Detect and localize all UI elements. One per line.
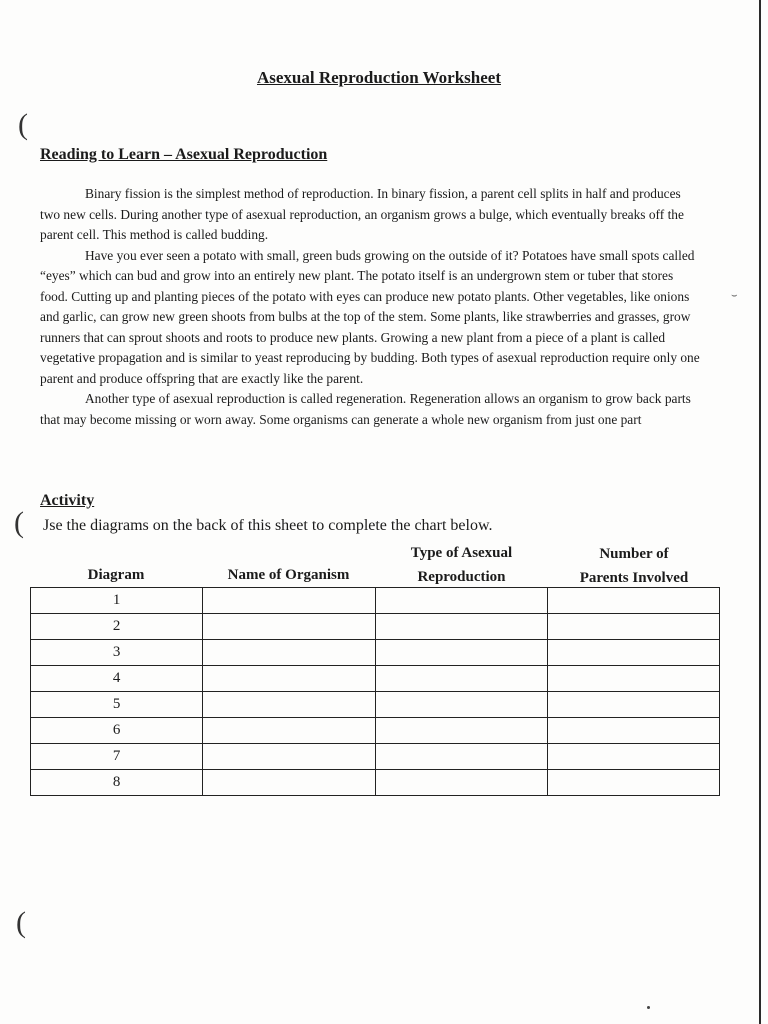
type-answer-cell[interactable]: [375, 614, 547, 640]
parents-answer-cell[interactable]: [547, 718, 719, 744]
parents-answer-cell[interactable]: [547, 588, 719, 614]
table-row: [31, 718, 720, 744]
type-answer-cell[interactable]: [375, 744, 547, 770]
reproduction-chart: [30, 587, 720, 796]
margin-bracket-mark: (: [16, 906, 26, 939]
parents-answer-cell[interactable]: [547, 640, 719, 666]
margin-bracket-mark: (: [14, 506, 24, 539]
type-answer-cell[interactable]: [375, 588, 547, 614]
activity-instruction: Jse the diagrams on the back of this sheet to complete the chart below.: [43, 517, 493, 534]
stray-mark: ⌣: [731, 290, 738, 301]
parents-answer-cell[interactable]: [547, 770, 719, 796]
type-answer-cell[interactable]: [375, 666, 547, 692]
reading-passage: [40, 184, 700, 430]
header-parents-involved: Number of Parents Involved: [579, 546, 689, 586]
paragraph-binary-fission: Binary fission is the simplest method of reproduction. In binary fission, a parent cell splits in half and produces two new cells. During another type of asexual reproduction, an organism grows a bulge, which eventually breaks off the parent cell. This method is called budding.: [40, 186, 684, 242]
organism-answer-cell[interactable]: [203, 666, 375, 692]
type-answer-cell[interactable]: [375, 692, 547, 718]
organism-answer-cell[interactable]: [203, 588, 375, 614]
diagram-number-cell: 7: [31, 744, 203, 770]
stray-dot: [647, 1006, 650, 1009]
type-answer-cell[interactable]: [375, 770, 547, 796]
diagram-number-cell: 4: [31, 666, 203, 692]
header-reproduction-type: Type of Asexual Reproduction: [410, 545, 513, 585]
organism-answer-cell[interactable]: [203, 744, 375, 770]
margin-bracket-mark: (: [18, 108, 28, 141]
type-answer-cell[interactable]: [375, 718, 547, 744]
diagram-number-cell: 1: [31, 588, 203, 614]
worksheet-title: Asexual Reproduction Worksheet: [256, 68, 501, 87]
table-row: [31, 666, 720, 692]
diagram-number-cell: 3: [31, 640, 203, 666]
table-row: [31, 640, 720, 666]
organism-answer-cell[interactable]: [203, 640, 375, 666]
page-edge-line: [759, 0, 761, 1024]
header-diagram: Diagram: [87, 567, 145, 583]
organism-answer-cell[interactable]: [203, 718, 375, 744]
parents-answer-cell[interactable]: [547, 744, 719, 770]
activity-heading: Activity: [40, 492, 95, 509]
parents-answer-cell[interactable]: [547, 666, 719, 692]
table-row: [31, 770, 720, 796]
diagram-number-cell: 8: [31, 770, 203, 796]
table-row: [31, 744, 720, 770]
paragraph-vegetative-propagation: Have you ever seen a potato with small, green buds growing on the outside of it? Potatoes have small spots called “eyes” which can bud and grow into an entirely new plant. The potato itself is an undergrown stem or tuber that stores food. Cutting up and planting pieces of the potato with eyes can produce new potato plants. Other vegetables, like onions and garlic, can grow new green shoots from bulbs at the top of the stem. Some plants, like strawberries and grasses, grow runners that can sprout shoots and roots to produce new plants. Growing a new plant from a piece of a plant is called vegetative propagation and is similar to yeast reproducing by budding. Both types of asexual reproduction require only one parent and produce offspring that are exactly like the parent.: [40, 247, 700, 386]
header-organism: Name of Organism: [227, 567, 350, 583]
diagram-number-cell: 5: [31, 692, 203, 718]
paragraph-regeneration: Another type of asexual reproduction is called regeneration. Regeneration allows an organism to grow back parts that may become missing or worn away. Some organisms can generate a whole new organism from just one part: [40, 391, 691, 427]
parents-answer-cell[interactable]: [547, 692, 719, 718]
table-row: [31, 588, 720, 614]
organism-answer-cell[interactable]: [203, 770, 375, 796]
reading-heading: Reading to Learn – Asexual Reproduction: [40, 146, 328, 163]
diagram-number-cell: 2: [31, 614, 203, 640]
organism-answer-cell[interactable]: [203, 692, 375, 718]
type-answer-cell[interactable]: [375, 640, 547, 666]
diagram-number-cell: 6: [31, 718, 203, 744]
table-row: [31, 614, 720, 640]
parents-answer-cell[interactable]: [547, 614, 719, 640]
organism-answer-cell[interactable]: [203, 614, 375, 640]
table-row: [31, 692, 720, 718]
